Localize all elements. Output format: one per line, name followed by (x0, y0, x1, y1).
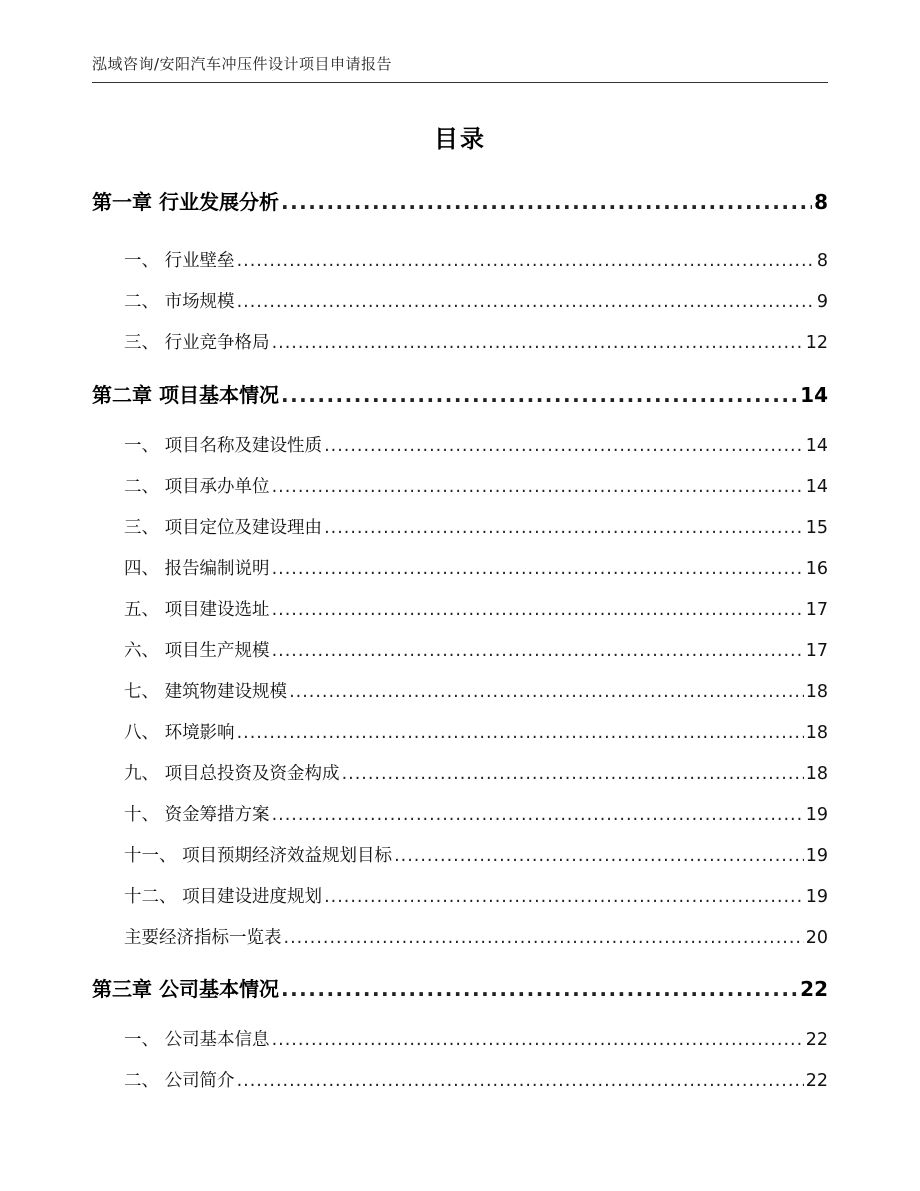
toc-entry-label: 三、 项目定位及建设理由 (124, 518, 323, 538)
toc-entry-label: 一、 公司基本信息 (124, 1030, 270, 1050)
dot-leader (237, 1071, 804, 1091)
dot-leader (237, 723, 804, 743)
toc-entry-page: 18 (805, 682, 828, 702)
toc-entry-section[interactable] (92, 1067, 828, 1092)
toc-entry-label: 第一章 行业发展分析 (92, 190, 279, 214)
toc-entry-label: 一、 项目名称及建设性质 (124, 436, 323, 456)
toc-entry-label: 八、 环境影响 (124, 723, 235, 743)
running-header: 泓域咨询/安阳汽车冲压件设计项目申请报告 (92, 55, 393, 73)
toc-entry-section[interactable] (92, 288, 828, 313)
toc-entry-label: 三、 行业竞争格局 (124, 333, 270, 353)
toc-entry-label: 二、 公司简介 (124, 1071, 235, 1091)
toc-entry-page: 22 (800, 977, 828, 1001)
toc-entry-section[interactable] (92, 596, 828, 621)
toc-title: 目录 (434, 125, 486, 153)
toc-entry-label: 二、 市场规模 (124, 292, 235, 312)
toc-entry-section[interactable] (92, 329, 828, 354)
toc-entry-label: 五、 项目建设选址 (124, 600, 270, 620)
toc-entry-chapter-3[interactable] (92, 973, 828, 1002)
dot-leader (289, 682, 804, 702)
toc-entry-label: 主要经济指标一览表 (124, 928, 282, 948)
toc-entry-section[interactable] (92, 514, 828, 539)
toc-entry-page: 18 (805, 764, 828, 784)
toc-entry-page: 14 (805, 477, 828, 497)
dot-leader (272, 1030, 804, 1050)
toc-entry-label: 二、 项目承办单位 (124, 477, 270, 497)
toc-entry-page: 18 (805, 723, 828, 743)
toc-entry-section[interactable] (92, 883, 828, 908)
toc-entry-label: 七、 建筑物建设规模 (124, 682, 288, 702)
toc-entry-section[interactable] (92, 637, 828, 662)
toc-entry-page: 20 (805, 928, 828, 948)
toc-entry-page: 9 (816, 292, 828, 312)
toc-entry-label: 十二、 项目建设进度规划 (124, 887, 323, 907)
toc-entry-section[interactable] (92, 473, 828, 498)
dot-leader (324, 887, 804, 907)
toc-entry-page: 14 (800, 383, 828, 407)
toc-entry-page: 22 (805, 1071, 828, 1091)
dot-leader (284, 928, 804, 948)
toc-entry-section[interactable] (92, 555, 828, 580)
toc-entry-page: 19 (805, 846, 828, 866)
toc-entry-page: 8 (814, 190, 828, 214)
toc-entry-label: 第三章 公司基本情况 (92, 977, 279, 1001)
toc-entry-page: 16 (805, 559, 828, 579)
toc-entry-chapter-2[interactable] (92, 379, 828, 408)
dot-leader (272, 600, 804, 620)
toc-entry-section[interactable] (92, 719, 828, 744)
dot-leader (324, 518, 804, 538)
dot-leader (324, 436, 804, 456)
toc-entry-page: 12 (805, 333, 828, 353)
dot-leader (272, 559, 804, 579)
toc-entry-page: 22 (805, 1030, 828, 1050)
toc-entry-label: 四、 报告编制说明 (124, 559, 270, 579)
toc-entry-page: 19 (805, 887, 828, 907)
toc-entry-page: 17 (805, 641, 828, 661)
toc-entry-section[interactable] (92, 801, 828, 826)
toc-entry-section[interactable] (92, 842, 828, 867)
dot-leader (272, 641, 804, 661)
toc-entry-page: 19 (805, 805, 828, 825)
dot-leader (272, 477, 804, 497)
toc-entry-label: 九、 项目总投资及资金构成 (124, 764, 340, 784)
dot-leader (237, 292, 815, 312)
toc-entry-section[interactable] (92, 247, 828, 272)
dot-leader (281, 977, 798, 1001)
toc-entry-label: 一、 行业壁垒 (124, 251, 235, 271)
dot-leader (272, 333, 804, 353)
dot-leader (342, 764, 804, 784)
toc-entry-label: 第二章 项目基本情况 (92, 383, 279, 407)
header-rule (92, 82, 828, 83)
dot-leader (272, 805, 804, 825)
toc-entry-section[interactable] (92, 924, 828, 949)
toc-entry-label: 六、 项目生产规模 (124, 641, 270, 661)
toc-entry-label: 十一、 项目预期经济效益规划目标 (124, 846, 393, 866)
toc-entry-section[interactable] (92, 760, 828, 785)
dot-leader (281, 190, 812, 214)
toc-entry-label: 十、 资金筹措方案 (124, 805, 270, 825)
toc-entry-page: 8 (816, 251, 828, 271)
dot-leader (237, 251, 815, 271)
toc-entry-section[interactable] (92, 678, 828, 703)
toc-entry-page: 17 (805, 600, 828, 620)
toc-entry-page: 15 (805, 518, 828, 538)
toc-entry-section[interactable] (92, 1026, 828, 1051)
dot-leader (281, 383, 798, 407)
toc-entry-section[interactable] (92, 432, 828, 457)
toc-entry-page: 14 (805, 436, 828, 456)
toc-entry-chapter-1[interactable] (92, 186, 828, 215)
dot-leader (394, 846, 804, 866)
